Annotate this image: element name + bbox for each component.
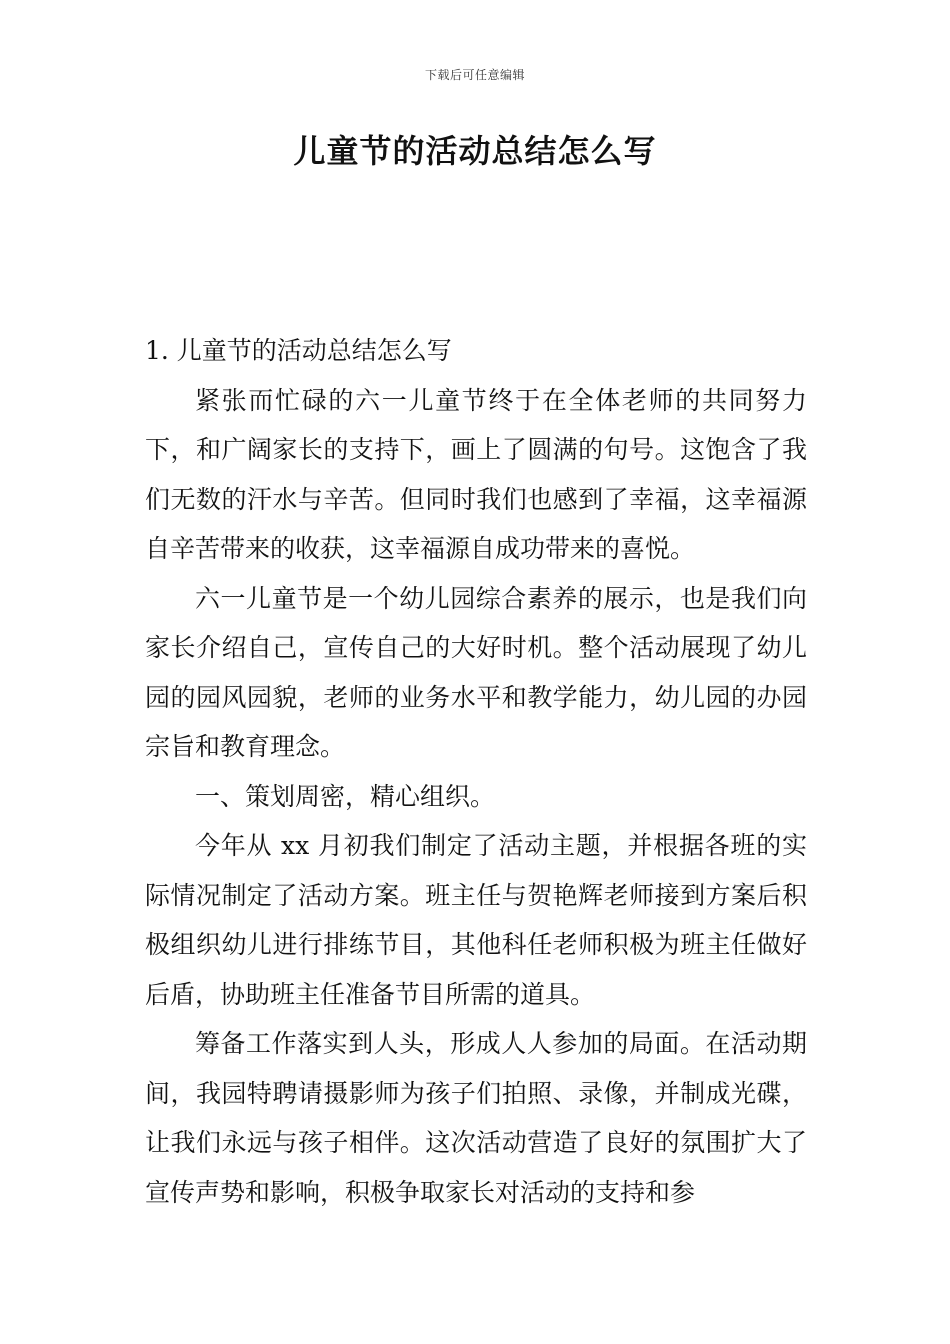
document-body: [145, 326, 807, 1217]
header-note: 下载后可任意编辑: [424, 68, 525, 82]
subsection-heading: 一、策划周密，精心组织。: [195, 781, 496, 811]
paragraph: 筹备工作落实到人头，形成人人参加的局面。在活动期间，我园特聘请摄影师为孩子们拍照、录像，并制成光碟，让我们永远与孩子相伴。这次活动营造了良好的氛围扩大了宣传声势和影响，积极争取家长对活动的支持和参: [145, 1029, 807, 1207]
section-heading: 1. 儿童节的活动总结怎么写: [145, 336, 452, 365]
paragraph: 今年从 xx 月初我们制定了活动主题，并根据各班的实际情况制定了活动方案。班主任与贺艳辉老师接到方案后积极组织幼儿进行排练节目，其他科任老师积极为班主任做好后盾，协助班主任准备节目所需的道具。: [145, 831, 807, 1009]
paragraph: 紧张而忙碌的六一儿童节终于在全体老师的共同努力下，和广阔家长的支持下，画上了圆满的句号。这饱含了我们无数的汗水与辛苦。但同时我们也感到了幸福，这幸福源自辛苦带来的收获，这幸福源自成功带来的喜悦。: [145, 385, 807, 563]
paragraph: 六一儿童节是一个幼儿园综合素养的展示，也是我们向家长介绍自己，宣传自己的大好时机。整个活动展现了幼儿园的园风园貌，老师的业务水平和教学能力，幼儿园的办园宗旨和教育理念。: [145, 583, 807, 761]
document-title: 儿童节的活动总结怎么写: [293, 132, 657, 170]
